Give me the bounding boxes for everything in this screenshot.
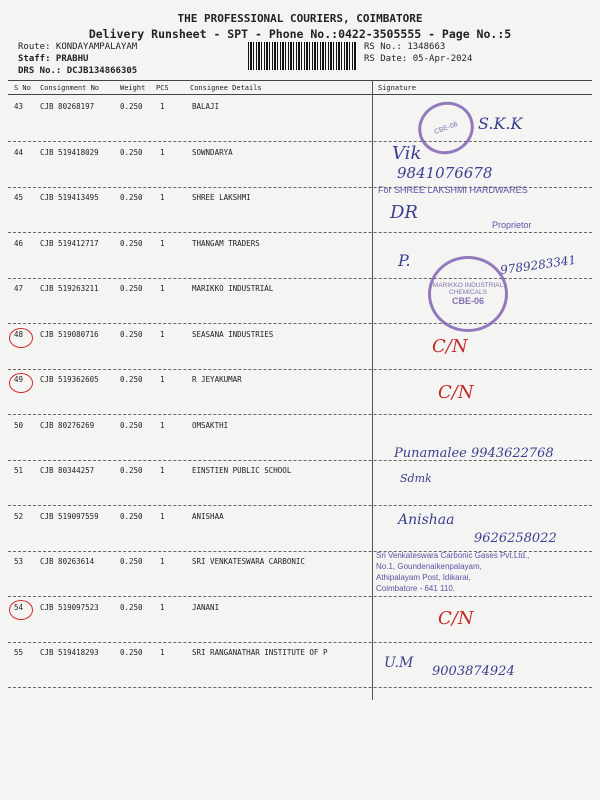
col-signature: Signature [378,84,416,92]
row-consignee: SRI VENKATESWARA CARBONIC [192,557,305,566]
row-consignee: SOWNDARYA [192,147,233,157]
row-pcs: 1 [160,329,165,339]
company-stamp-53: Sri Venkateswara Carbonic Gases Pvt.Ltd., No.1, Goundenaikenpalayam, Athipalayam Post, Idikarai, Coimbatore - 641 110. [376,551,530,593]
row-consignee: JANANI [192,602,220,612]
row-consignee: ANISHAA [192,511,224,521]
phone-52: 9626258022 [474,531,557,546]
row-weight: 0.250 [120,284,143,293]
row-consignee: OMSAKTHI [192,420,229,430]
marikko-stamp: MARIKKO INDUSTRIAL CHEMICALS CBE-06 [428,256,508,332]
signature-44: Vik [392,143,422,164]
row-weight: 0.250 [120,648,143,657]
row-consignee: THANGAM TRADERS [192,238,260,248]
red-circle-mark [9,600,33,620]
row-pcs: 1 [160,147,165,157]
table-top-rule [8,80,592,81]
row-pcs: 1 [160,511,165,521]
row-sno: 48 [14,329,24,339]
signature-52: Anishaa [398,512,455,528]
row-divider [8,369,592,370]
row-sno: 54 [14,602,24,612]
stamp-45-role: Proprietor [492,220,532,230]
row-pcs: 1 [160,375,165,384]
row-weight: 0.250 [120,102,143,111]
table-header-rule [8,94,592,95]
row-weight: 0.250 [120,602,143,612]
row-consignment: CJB 80263614 [40,557,95,566]
row-pcs: 1 [160,602,165,612]
row-pcs: 1 [160,102,165,111]
row-consignment: CJB 519412717 [40,238,99,248]
row-sno: 45 [14,193,24,202]
col-weight: Weight [120,84,146,92]
col-pcs: PCS [156,84,169,92]
row-pcs: 1 [160,420,165,430]
row-pcs: 1 [160,648,165,657]
round-stamp: CBE-06 [411,94,481,162]
row-consignment: CJB 519097559 [40,511,99,521]
signature-column-divider [372,80,373,700]
row-pcs: 1 [160,466,165,475]
stamp-45: For SHREE LAKSHMI HARDWARES [378,185,528,195]
row-sno: 50 [14,420,24,430]
row-weight: 0.250 [120,511,143,521]
barcode [248,42,356,70]
row-consignment: CJB 519080716 [40,329,99,339]
col-sno: S No [14,84,31,92]
cn-mark-49: C/N [438,382,474,403]
signature-55: U.M [384,655,414,671]
row-weight: 0.250 [120,420,143,430]
row-consignment: CJB 519362605 [40,375,99,384]
row-consignee: SHREE LAKSHMI [192,193,251,202]
row-consignment: CJB 80344257 [40,466,95,475]
red-circle-mark [9,373,33,393]
row-weight: 0.250 [120,193,143,202]
row-consignee: SEASANA INDUSTRIES [192,329,274,339]
signature-46: P. [398,251,411,270]
row-consignment: CJB 519097523 [40,602,99,612]
row-divider [8,414,592,415]
signature-51: Punamalee 9943622768 [394,446,554,461]
drs-number: DRS No.: DCJB134866305 [18,66,138,76]
row-consignment: CJB 519418293 [40,648,99,657]
row-consignee: EINSTIEN PUBLIC SCHOOL [192,466,292,475]
phone-55: 9003874924 [432,664,515,679]
row-sno: 51 [14,466,24,475]
row-consignment: CJB 80268197 [40,102,95,111]
runsheet-subtitle: Delivery Runsheet - SPT - Phone No.:0422-3505555 - Page No.:5 [88,27,512,41]
row-sno: 44 [14,147,24,157]
row-pcs: 1 [160,557,165,566]
row-weight: 0.250 [120,329,143,339]
row-consignment: CJB 519418029 [40,147,99,157]
row-sno: 49 [14,375,24,384]
row-divider [8,642,592,643]
route-label: Route: KONDAYAMPALAYAM [18,42,138,52]
row-pcs: 1 [160,284,165,293]
staff-label: Staff: PRABHU [18,54,89,64]
row-divider [8,505,592,506]
row-weight: 0.250 [120,147,143,157]
row-consignment: CJB 519413495 [40,193,99,202]
phone-46: 9789283341 [499,252,577,278]
rs-date: RS Date: 05-Apr-2024 [364,54,473,64]
row-divider [8,141,592,142]
initials-51: Sdmk [400,472,432,485]
rs-number: RS No.: 1348663 [364,42,446,52]
row-consignee: R JEYAKUMAR [192,375,242,384]
company-title: THE PROFESSIONAL COURIERS, COIMBATORE [177,12,423,25]
row-weight: 0.250 [120,375,143,384]
row-divider [8,323,592,324]
row-sno: 52 [14,511,24,521]
col-consignment: Consignment No [40,84,100,92]
row-consignee: BALAJI [192,102,220,111]
col-consignee: Consignee Details [190,84,262,92]
row-sno: 55 [14,648,24,657]
row-weight: 0.250 [120,557,143,566]
cn-mark-54: C/N [438,608,474,629]
row-divider [8,596,592,597]
row-consignee: MARIKKO INDUSTRIAL [192,284,274,293]
cn-mark-48: C/N [432,336,468,357]
signature-45: DR [390,202,418,223]
row-consignment: CJB 519263211 [40,284,99,293]
row-weight: 0.250 [120,466,143,475]
row-divider [8,232,592,233]
red-circle-mark [9,328,33,348]
phone-44: 9841076678 [397,164,493,182]
row-pcs: 1 [160,193,165,202]
row-consignment: CJB 80276269 [40,420,95,430]
row-pcs: 1 [160,238,165,248]
row-sno: 47 [14,284,24,293]
row-sno: 43 [14,102,24,111]
row-weight: 0.250 [120,238,143,248]
row-divider [8,687,592,688]
row-consignee: SRI RANGANATHAR INSTITUTE OF P [192,648,328,657]
signature-43: S.K.K [478,114,523,133]
row-sno: 46 [14,238,24,248]
row-sno: 53 [14,557,24,566]
